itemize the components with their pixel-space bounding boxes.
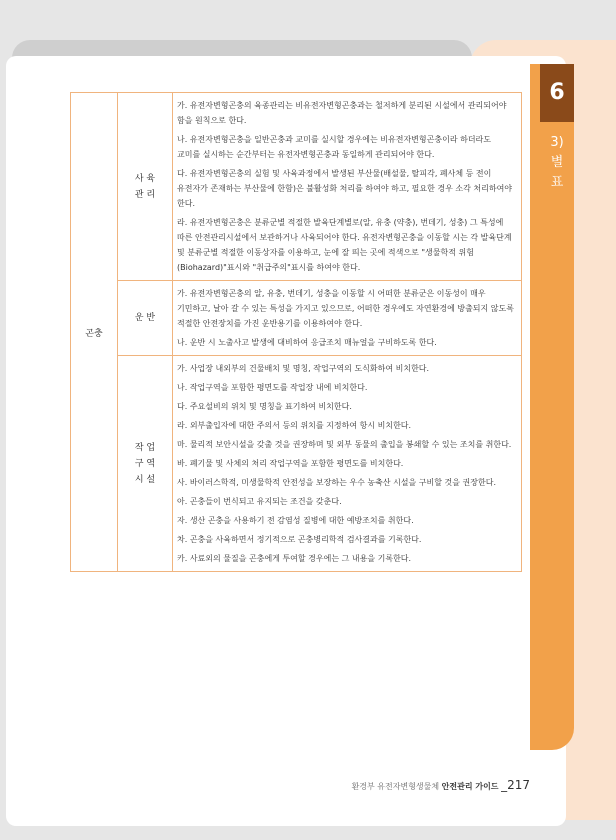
list-item: 나. 운반 시 노출사고 발생에 대비하여 응급조치 매뉴얼을 구비하도록 한다. bbox=[177, 338, 437, 347]
list-item: 나. 작업구역을 포함한 평면도를 작업장 내에 비치한다. bbox=[177, 383, 368, 392]
subcategory-line: 구 역 bbox=[134, 458, 156, 469]
footer-text: 환경부 유전자변형생물체 bbox=[351, 782, 442, 791]
list-item: 바. 폐기물 및 사체의 처리 작업구역을 포함한 평면도를 비치한다. bbox=[177, 459, 404, 468]
subcategory-cell bbox=[118, 281, 173, 356]
section-title-char: 별 bbox=[550, 155, 564, 170]
list-item: 차. 곤충을 사육하면서 정기적으로 곤충병리학적 검사결과를 기록한다. bbox=[177, 535, 422, 544]
subcategory-cell bbox=[118, 93, 173, 281]
content-cell bbox=[173, 356, 522, 572]
subcategory-line: 사 육 bbox=[134, 173, 156, 184]
list-item: 라. 외부출입자에 대한 주의서 등의 위치를 지정하여 항시 비치한다. bbox=[177, 421, 412, 430]
insect-management-table bbox=[70, 92, 522, 572]
section-number: 3) bbox=[550, 135, 564, 150]
table-row bbox=[71, 93, 522, 281]
list-item: 가. 유전자변형곤충의 알, 유충, 번데기, 성충을 이동할 시 어떠한 분류군은 이동성이 매우 기민하고, 날아 갈 수 있는 특성을 가지고 있으므로, 어떠한 경우에도 자연환경에 방출되지 않도록 적절한 안전장치를 가진 운반용기를 이용하여야 한다. bbox=[177, 289, 514, 328]
subcategory-line: 시 설 bbox=[134, 474, 156, 485]
page-number: _217 bbox=[501, 778, 530, 792]
list-item: 자. 생산 곤충을 사용하기 전 감염성 질병에 대한 예방조치를 취한다. bbox=[177, 516, 414, 525]
page-footer bbox=[300, 778, 530, 792]
list-item: 사. 바이러스학적, 미생물학적 안전성을 보장하는 우수 농축산 시설을 구비할 것을 권장한다. bbox=[177, 478, 496, 487]
table-row bbox=[71, 281, 522, 356]
chapter-number: 6 bbox=[540, 64, 574, 122]
table-row bbox=[71, 356, 522, 572]
list-item: 가. 유전자변형곤충의 육종관리는 비유전자변형곤충과는 철저하게 분리된 시설에서 관리되어야 함을 원칙으로 한다. bbox=[177, 101, 507, 125]
footer-guide-title: 안전관리 가이드 bbox=[441, 782, 499, 791]
list-item: 다. 유전자변형곤충의 실험 및 사육과정에서 발생된 부산물(배설물, 탈피각, 폐사체 등 전이 유전자가 존재하는 부산물에 한함)은 불활성화 처리를 하여야 하고, 필요한 경우 소각 처리하여야 한다. bbox=[177, 169, 513, 208]
subcategory-cell bbox=[118, 356, 173, 572]
subcategory-line: 관 리 bbox=[134, 189, 156, 200]
list-item: 라. 유전자변형곤충은 분류군별 적절한 발육단계별로(알, 유충 (약충), 번데기, 성충) 그 특성에 따른 안전관리시설에서 보관하거나 사육되어야 한다. 유전자변형곤충을 이동할 시는 각 발육단계 및 분류군별 적절한 이동상자를 이용하고, 눈에 잘 띄는 곳에 적색으로 "생물학적 위험(Biohazard)"표시와 "취급주의"표시를 하여야 한다. bbox=[177, 218, 512, 272]
list-item: 아. 곤충들이 번식되고 유지되는 조건을 갖춘다. bbox=[177, 497, 342, 506]
section-side-label bbox=[540, 134, 574, 194]
content-cell bbox=[173, 281, 522, 356]
list-item: 다. 주요설비의 위치 및 명칭을 표기하여 비치한다. bbox=[177, 402, 352, 411]
section-title-char: 표 bbox=[550, 175, 564, 190]
list-item: 가. 사업장 내외부의 건물배치 및 명칭, 작업구역의 도식화하여 비치한다. bbox=[177, 364, 430, 373]
category-cell: 곤충 bbox=[71, 93, 118, 572]
subcategory-line: 작 업 bbox=[134, 442, 156, 453]
list-item: 나. 유전자변형곤충을 일반곤충과 교미를 실시할 경우에는 비유전자변형곤충이라 하더라도 교미를 실시하는 순간부터는 유전자변형곤충과 동일하게 관리되어야 한다. bbox=[177, 135, 492, 159]
content-cell bbox=[173, 93, 522, 281]
list-item: 카. 사료외의 물질을 곤충에게 투여할 경우에는 그 내용을 기록한다. bbox=[177, 554, 412, 563]
subcategory-line: 운 반 bbox=[134, 313, 156, 323]
list-item: 마. 물리적 보안시설을 갖출 것을 권장하며 및 외부 동물의 출입을 봉쇄할 수 있는 조치를 취한다. bbox=[177, 440, 512, 449]
